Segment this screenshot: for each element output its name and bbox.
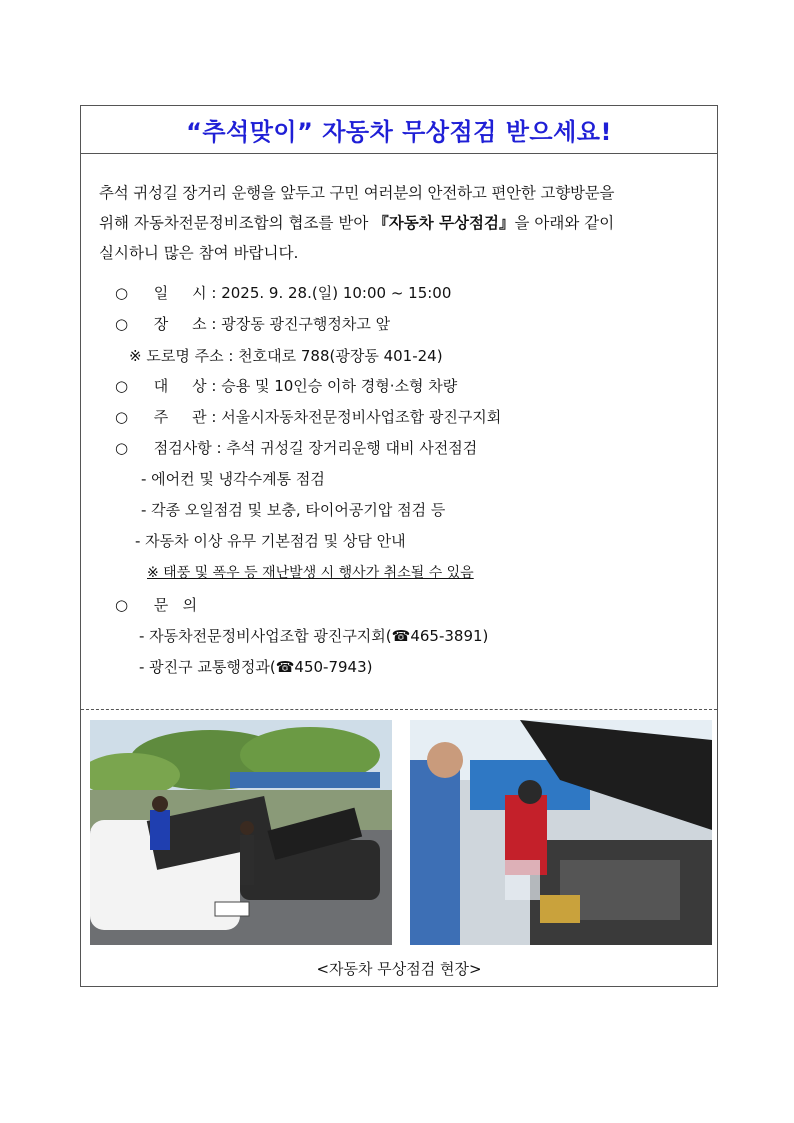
item-target: [115, 375, 457, 396]
host-value: : 서울시자동차전문정비사업조합 광진구지회: [211, 408, 502, 426]
intro-line-3: 실시하니 많은 참여 바랍니다.: [99, 244, 299, 262]
date-label: 일 시: [153, 284, 207, 302]
check-sub-2: - 각종 오일점검 및 보충, 타이어공기압 점검 등: [141, 501, 446, 519]
inquiry-contact-1: - 자동차전문정비사업조합 광진구지회(☎465-3891): [139, 627, 489, 645]
check-sub-3: - 자동차 이상 유무 기본점검 및 상담 안내: [135, 532, 406, 550]
check-sub-1: - 에어컨 및 냉각수계통 점검: [141, 470, 325, 488]
bullet-circle: ○: [115, 439, 129, 457]
check-value: : 추석 귀성길 장거리운행 대비 사전점검: [216, 439, 478, 457]
intro-highlight: 『자동차 무상점검』: [373, 214, 515, 232]
check-label: 점검사항: [153, 439, 212, 457]
photo-inspection-left: [90, 720, 392, 945]
page-title: “추석맞이” 자동차 무상점검 받으세요!: [186, 118, 612, 146]
photo-right-illustration: [410, 720, 712, 945]
bullet-circle: ○: [115, 284, 129, 302]
notice-frame: [80, 105, 718, 987]
bullet-circle: ○: [115, 596, 129, 614]
item-place: [115, 313, 390, 334]
intro-line-2-pre: 위해 자동차전문정비조합의 협조를 받아: [99, 214, 374, 232]
inquiry-label: 문 의: [153, 596, 198, 614]
intro-line-2-post: 을 아래와 같이: [514, 214, 615, 232]
intro-line-2: [99, 208, 711, 238]
bullet-circle: ○: [115, 377, 129, 395]
title-bar: [81, 106, 717, 154]
bullet-circle: ○: [115, 315, 129, 333]
intro-line-1: 추석 귀성길 장거리 운행을 앞두고 구민 여러분의 안전하고 편안한 고향방문을: [99, 184, 615, 202]
section-divider: [81, 709, 717, 710]
photo-inspection-right: [410, 720, 712, 945]
cancel-note: ※ 태풍 및 폭우 등 재난발생 시 행사가 취소될 수 있음: [147, 565, 474, 581]
target-label: 대 상: [153, 377, 207, 395]
target-value: : 승용 및 10인승 이하 경형·소형 차량: [211, 377, 458, 395]
photo-left-illustration: [90, 720, 392, 945]
item-host: [115, 406, 501, 427]
inquiry-contact-2: - 광진구 교통행정과(☎450-7943): [139, 658, 373, 676]
bullet-circle: ○: [115, 408, 129, 426]
date-value: : 2025. 9. 28.(일) 10:00 ~ 15:00: [211, 284, 452, 302]
photo-caption: <자동차 무상점검 현장>: [316, 960, 482, 978]
item-inquiry: [115, 594, 197, 615]
host-label: 주 관: [153, 408, 207, 426]
item-date: [115, 282, 451, 303]
item-check: [115, 437, 477, 458]
intro-paragraph: [99, 178, 711, 268]
place-value: : 광장동 광진구행정차고 앞: [211, 315, 391, 333]
place-label: 장 소: [153, 315, 207, 333]
address-note: ※ 도로명 주소 : 천호대로 788(광장동 401-24): [129, 347, 443, 365]
